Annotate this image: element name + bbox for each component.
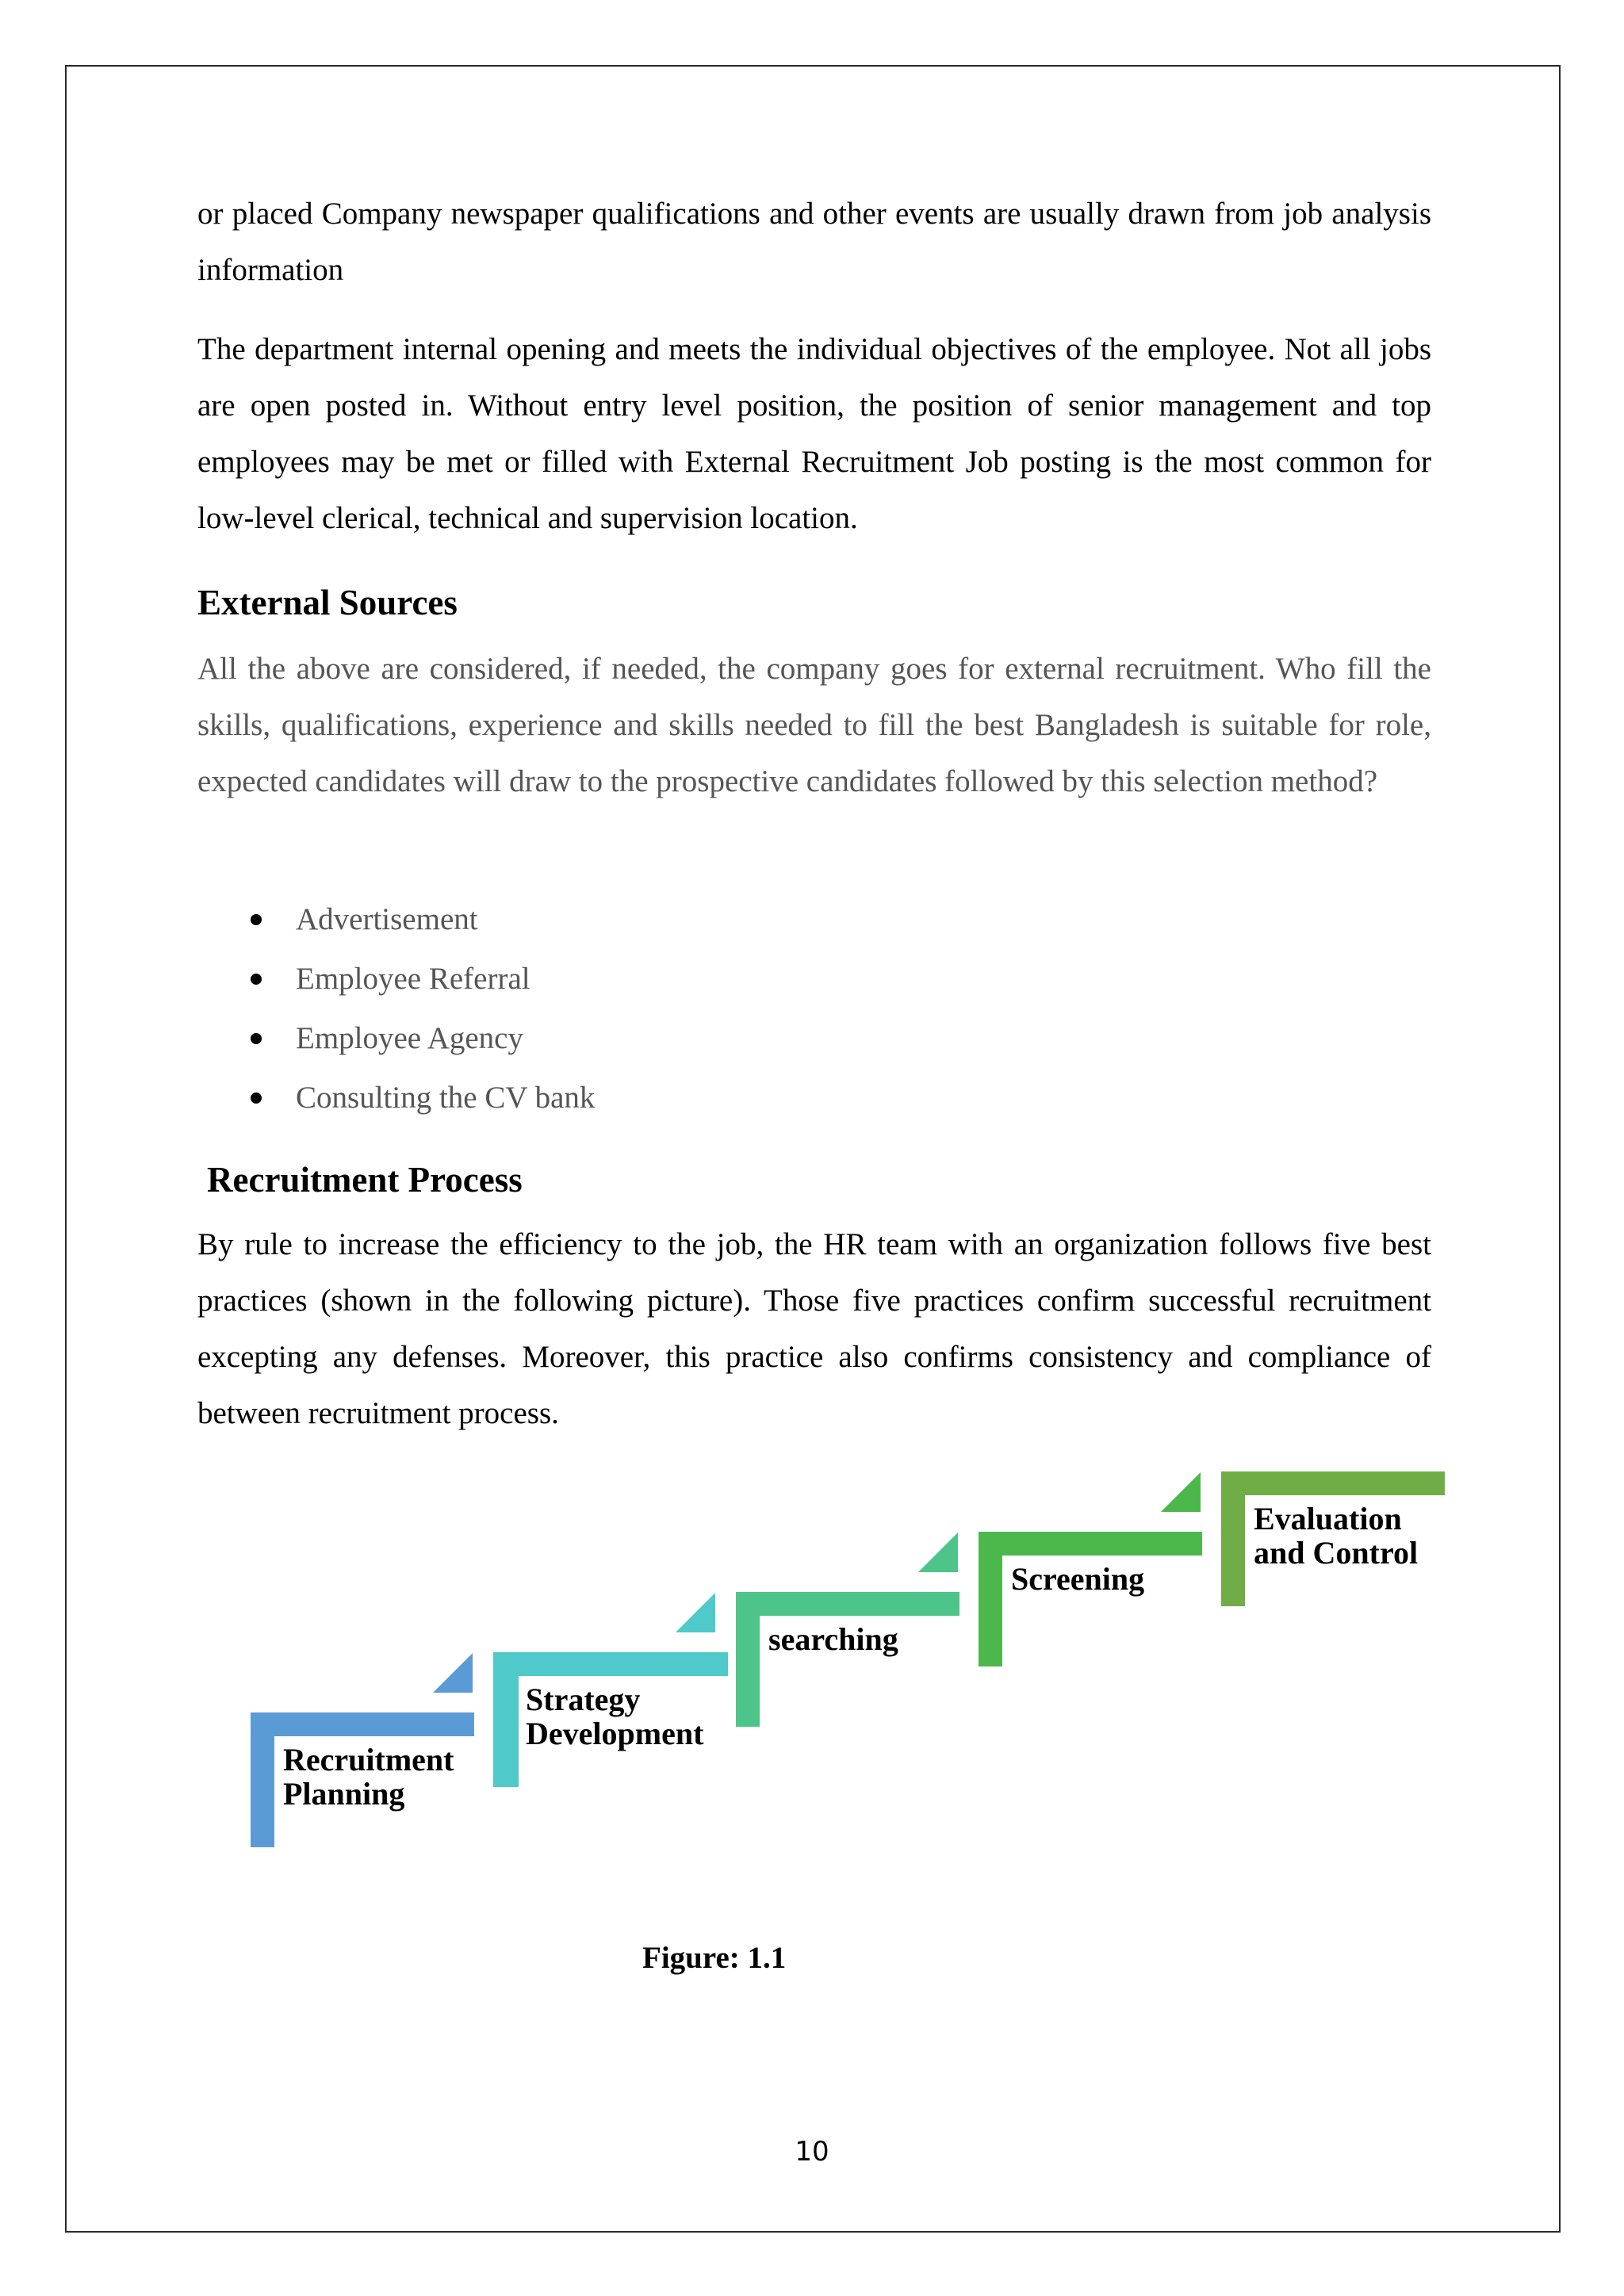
list-item: [197, 1068, 595, 1127]
list-item-text: Employee Referral: [296, 962, 530, 996]
heading-external-sources: External Sources: [197, 583, 458, 622]
step-label-line: Recruitment: [283, 1742, 454, 1777]
step-label-recruitment-planning: [283, 1743, 454, 1811]
step-label-screening: [1011, 1562, 1144, 1596]
step-label-line: Evaluation: [1254, 1501, 1402, 1536]
step-label-line: Development: [526, 1716, 704, 1751]
list-item-text: Employee Agency: [296, 1021, 523, 1055]
step-label-searching: [768, 1622, 898, 1656]
bullet-icon: [251, 914, 262, 925]
step-label-line: Strategy: [526, 1682, 641, 1717]
step-label-evaluation-control: [1254, 1502, 1418, 1570]
bullet-icon: [251, 974, 262, 985]
paragraph-continuation: or placed Company newspaper qualifications and other events are usually drawn from job analysis information: [197, 197, 1431, 287]
figure-caption: Figure: 1.1: [642, 1941, 787, 1975]
paragraph-external-recruitment: All the above are considered, if needed, the company goes for external recruitment. Who fill the skills, qualifications, experience and skills needed to fill the best Bangladesh is suitable for role, expected candidates will draw to the prospective candidates followed by this selection method?: [197, 652, 1431, 798]
step-label-line: searching: [768, 1621, 898, 1657]
step-label-line: Planning: [283, 1776, 405, 1812]
step-label-line: and Control: [1254, 1535, 1419, 1571]
page-number: 10: [795, 2136, 829, 2168]
list-item: [197, 1008, 595, 1068]
list-item: [197, 949, 595, 1008]
heading-recruitment-process: Recruitment Process: [207, 1160, 523, 1200]
paragraph-internal-opening: The department internal opening and meets the individual objectives of the employee. Not all jobs are open posted in. Without entry level position, the position of senior management and top employees may be met or filled with External Recruitment Job posting is the most common for low-level clerical, technical and supervision location.: [197, 332, 1431, 535]
list-item: [197, 890, 595, 949]
paragraph-recruitment-process: By rule to increase the efficiency to the job, the HR team with an organization follows five best practices (shown in the following picture). Those five practices confirm successful recruitment excepting any defenses. Moreover, this practice also confirms consistency and compliance of between recruitment process.: [197, 1227, 1431, 1430]
bullet-icon: [251, 1093, 262, 1104]
step-label-strategy-development: [526, 1682, 703, 1751]
external-sources-list: [197, 890, 595, 1127]
list-item-text: Advertisement: [296, 902, 478, 936]
bullet-icon: [251, 1033, 262, 1044]
list-item-text: Consulting the CV bank: [296, 1081, 596, 1115]
step-label-line: Screening: [1011, 1561, 1145, 1597]
